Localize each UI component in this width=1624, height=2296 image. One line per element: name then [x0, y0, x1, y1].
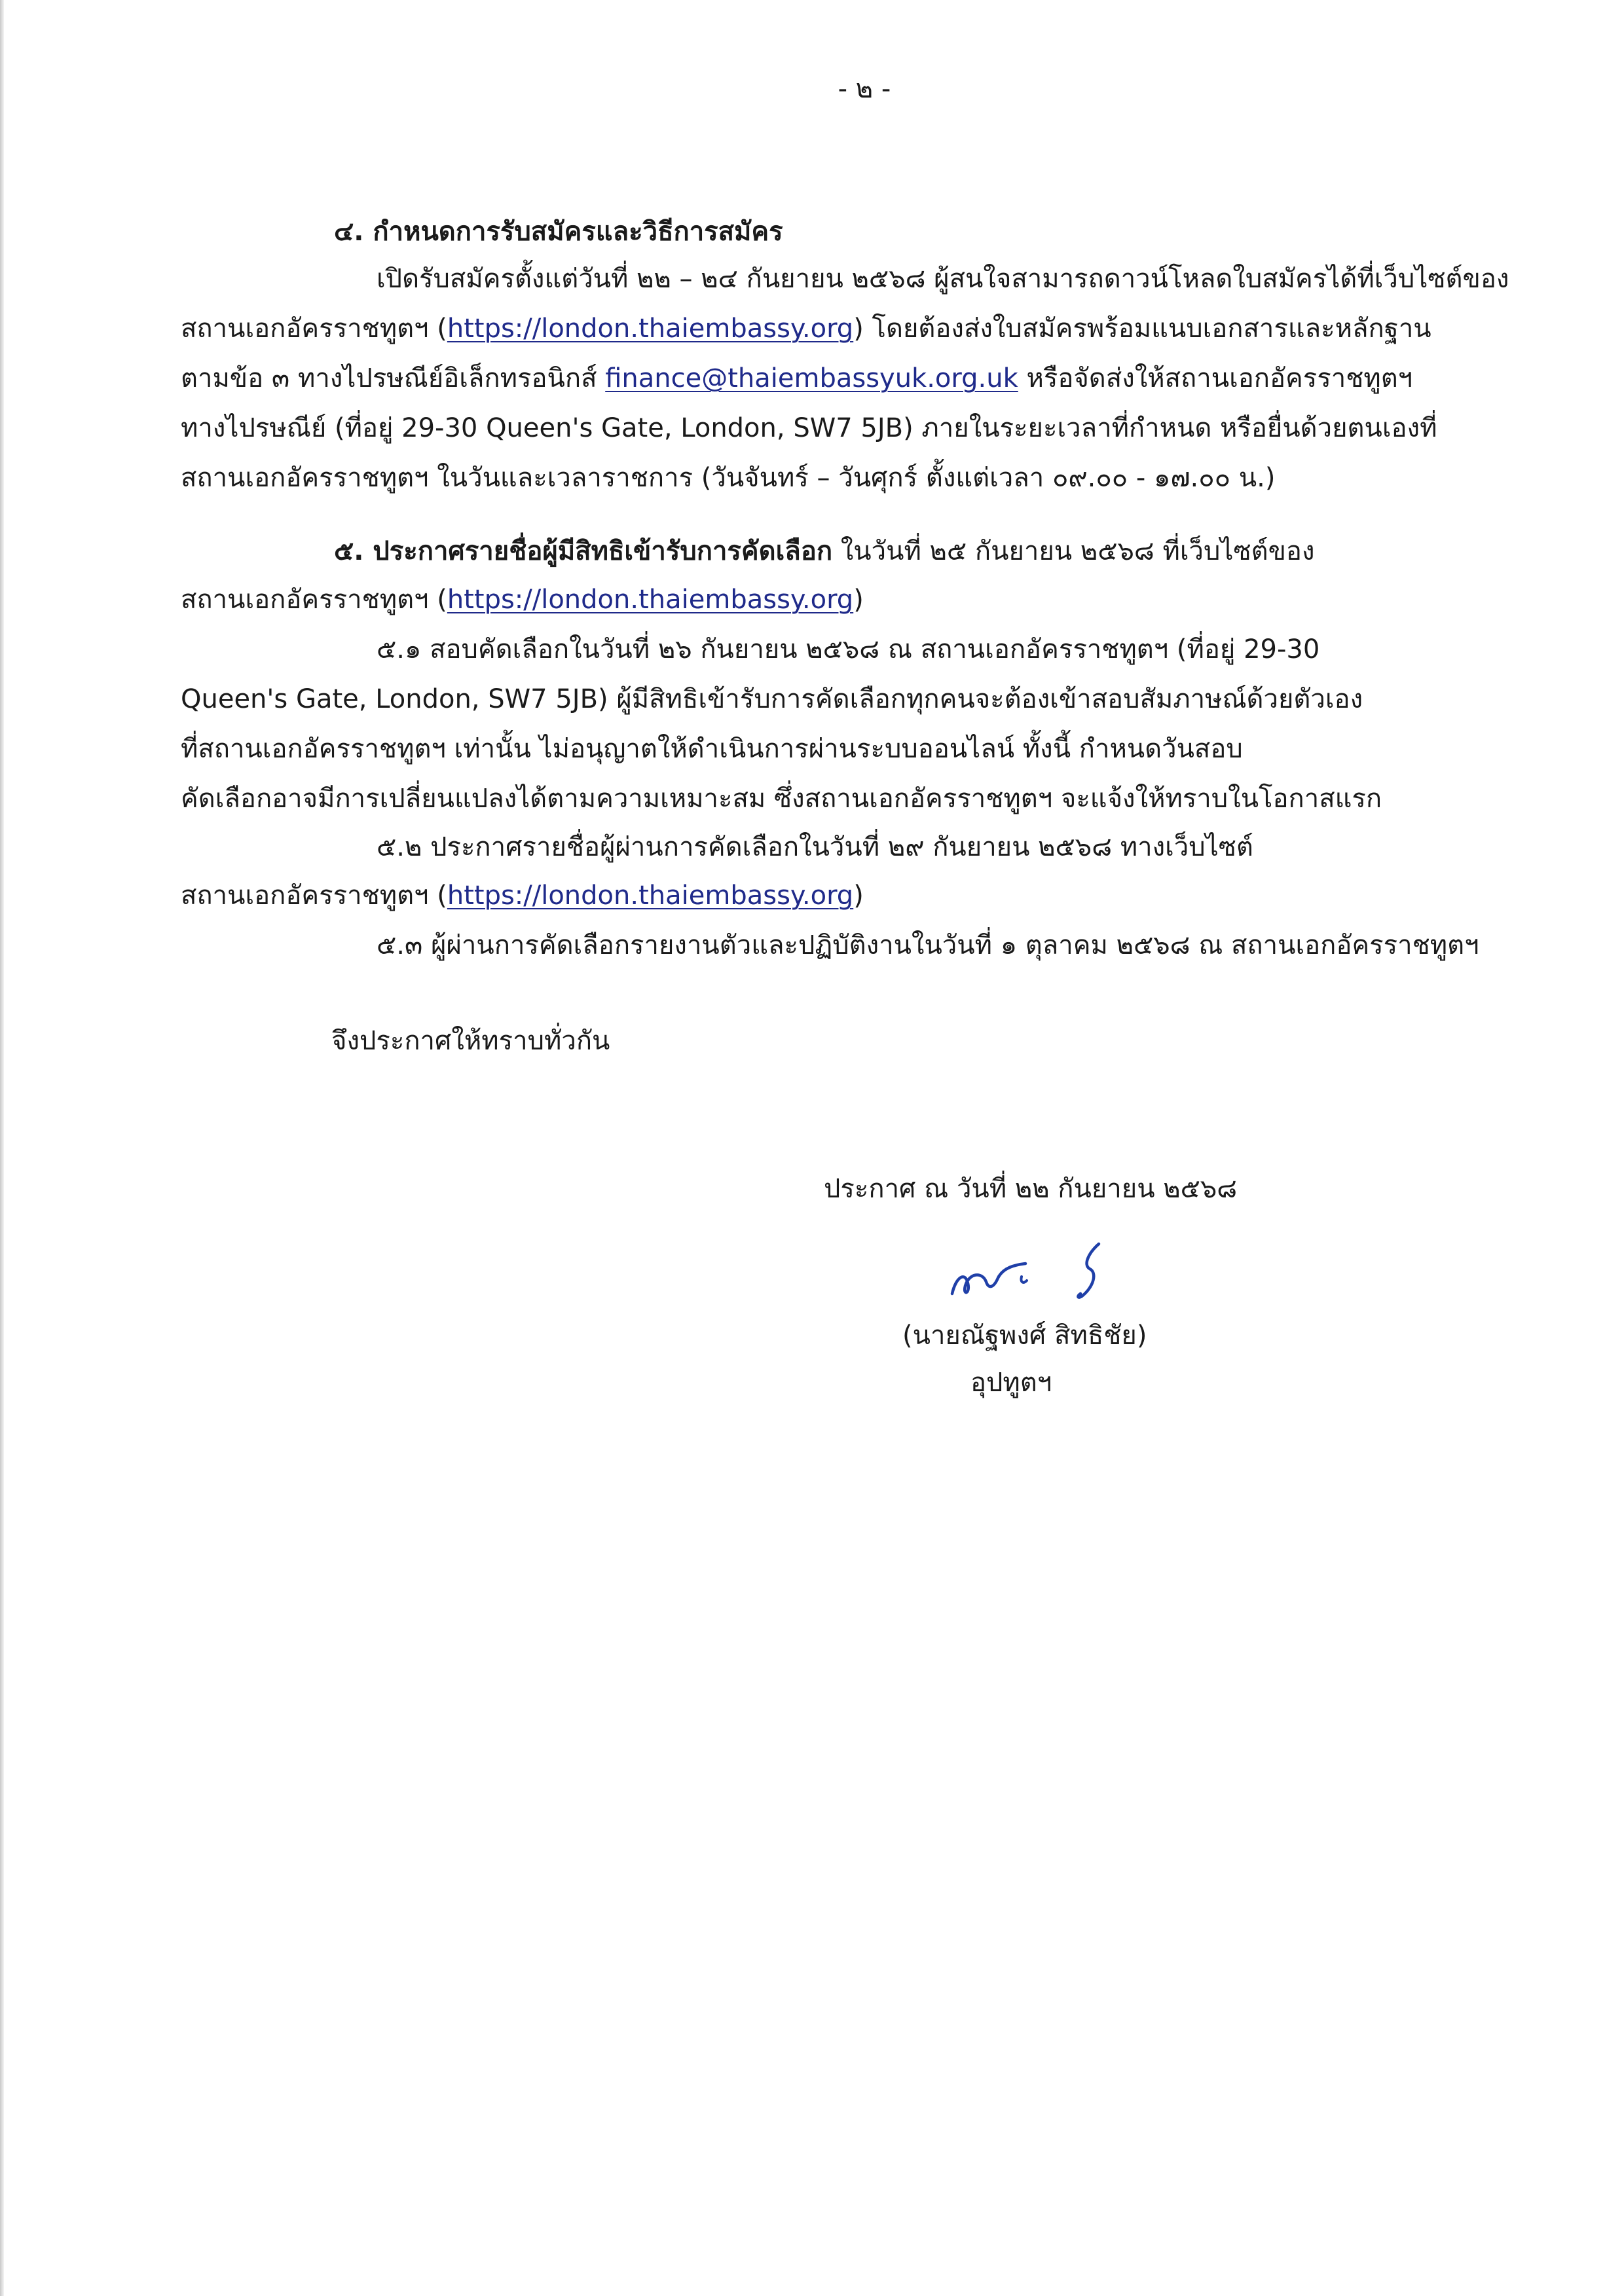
section-4-line-1: เปิดรับสมัครตั้งแต่วันที่ ๒๒ – ๒๔ กันยายน ๒๕๖๘ ผู้สนใจสามารถดาวน์โหลดใบสมัครได้ที่เว็บไซต์ของ — [377, 264, 1509, 294]
section-5-1-line-1: ๕.๑ สอบคัดเลือกในวันที่ ๒๖ กันยายน ๒๕๖๘ ณ สถานเอกอัครราชทูตฯ (ที่อยู่ 29-30 — [377, 634, 1320, 665]
embassy-website-link-2[interactable]: https://london.thaiembassy.org — [447, 585, 854, 615]
section-4-line-3 — [181, 360, 1412, 397]
section-4-line-2 — [181, 310, 1431, 347]
section-5-heading-line — [334, 533, 1315, 570]
section-4-line-4: ทางไปรษณีย์ (ที่อยู่ 29-30 Queen's Gate, London, SW7 5JB) ภายในระยะเวลาที่กำหนด หรือยื่นด้วยตนเองที่ — [181, 413, 1437, 443]
section-5-1-line-2: Queen's Gate, London, SW7 5JB) ผู้มีสิทธิเข้ารับการคัดเลือกทุกคนจะต้องเข้าสอบสัมภาษณ์ด้วยตัวเอง — [181, 684, 1363, 714]
section-5-line-2 — [181, 581, 864, 618]
section-5-1-line-3: ที่สถานเอกอัครราชทูตฯ เท่านั้น ไม่อนุญาตให้ดำเนินการผ่านระบบออนไลน์ ทั้งนี้ กำหนดวันสอบ — [181, 734, 1243, 764]
section-5-heading-rest: ในวันที่ ๒๕ กันยายน ๒๕๖๘ ที่เว็บไซต์ของ — [832, 536, 1315, 566]
section-4-line-3-pre: ตามข้อ ๓ ทางไปรษณีย์อิเล็กทรอนิกส์ — [181, 363, 606, 393]
section-5-3-line-1: ๕.๓ ผู้ผ่านการคัดเลือกรายงานตัวและปฏิบัติงานในวันที่ ๑ ตุลาคม ๒๕๖๘ ณ สถานเอกอัครราชทูตฯ — [377, 930, 1479, 960]
signer-title: อุปทูตฯ — [970, 1368, 1052, 1398]
embassy-website-link[interactable]: https://london.thaiembassy.org — [447, 314, 854, 344]
section-5-2-line-2 — [181, 877, 864, 914]
section-4-heading: ๔. กำหนดการรับสมัครและวิธีการสมัคร — [334, 217, 783, 247]
section-5-2-line-2-post: ) — [853, 881, 864, 911]
embassy-website-link-3[interactable]: https://london.thaiembassy.org — [447, 881, 854, 911]
section-5-heading: ๕. ประกาศรายชื่อผู้มีสิทธิเข้ารับการคัดเลือก — [334, 536, 833, 566]
section-4-line-3-post: หรือจัดส่งให้สถานเอกอัครราชทูตฯ — [1018, 363, 1413, 393]
section-4-line-5: สถานเอกอัครราชทูตฯ ในวันและเวลาราชการ (วันจันทร์ – วันศุกร์ ตั้งแต่เวลา ๐๙.๐๐ - ๑๗.๐๐ น.) — [181, 463, 1276, 493]
section-5-2-line-2-pre: สถานเอกอัครราชทูตฯ ( — [181, 881, 447, 911]
finance-email-link[interactable]: finance@thaiembassyuk.org.uk — [605, 363, 1018, 393]
section-4-line-2-post: ) โดยต้องส่งใบสมัครพร้อมแนบเอกสารและหลักฐาน — [853, 314, 1431, 344]
section-5-1-line-4: คัดเลือกอาจมีการเปลี่ยนแปลงได้ตามความเหมาะสม ซึ่งสถานเอกอัครราชทูตฯ จะแจ้งให้ทราบในโอกาสแรก — [181, 784, 1382, 814]
section-5-line-2-post: ) — [853, 585, 864, 615]
closing-statement: จึงประกาศให้ทราบทั่วกัน — [331, 1026, 610, 1056]
section-4-line-2-pre: สถานเอกอัครราชทูตฯ ( — [181, 314, 447, 344]
announcement-date: ประกาศ ณ วันที่ ๒๒ กันยายน ๒๕๖๘ — [824, 1174, 1238, 1204]
signer-name: (นายณัฐพงศ์ สิทธิชัย) — [902, 1321, 1147, 1351]
section-5-2-line-1: ๕.๒ ประกาศรายชื่อผู้ผ่านการคัดเลือกในวันที่ ๒๙ กันยายน ๒๕๖๘ ทางเว็บไซต์ — [377, 832, 1253, 862]
section-5-line-2-pre: สถานเอกอัครราชทูตฯ ( — [181, 585, 447, 615]
page-number: - ๒ - — [838, 74, 891, 104]
signature-image — [943, 1231, 1113, 1309]
